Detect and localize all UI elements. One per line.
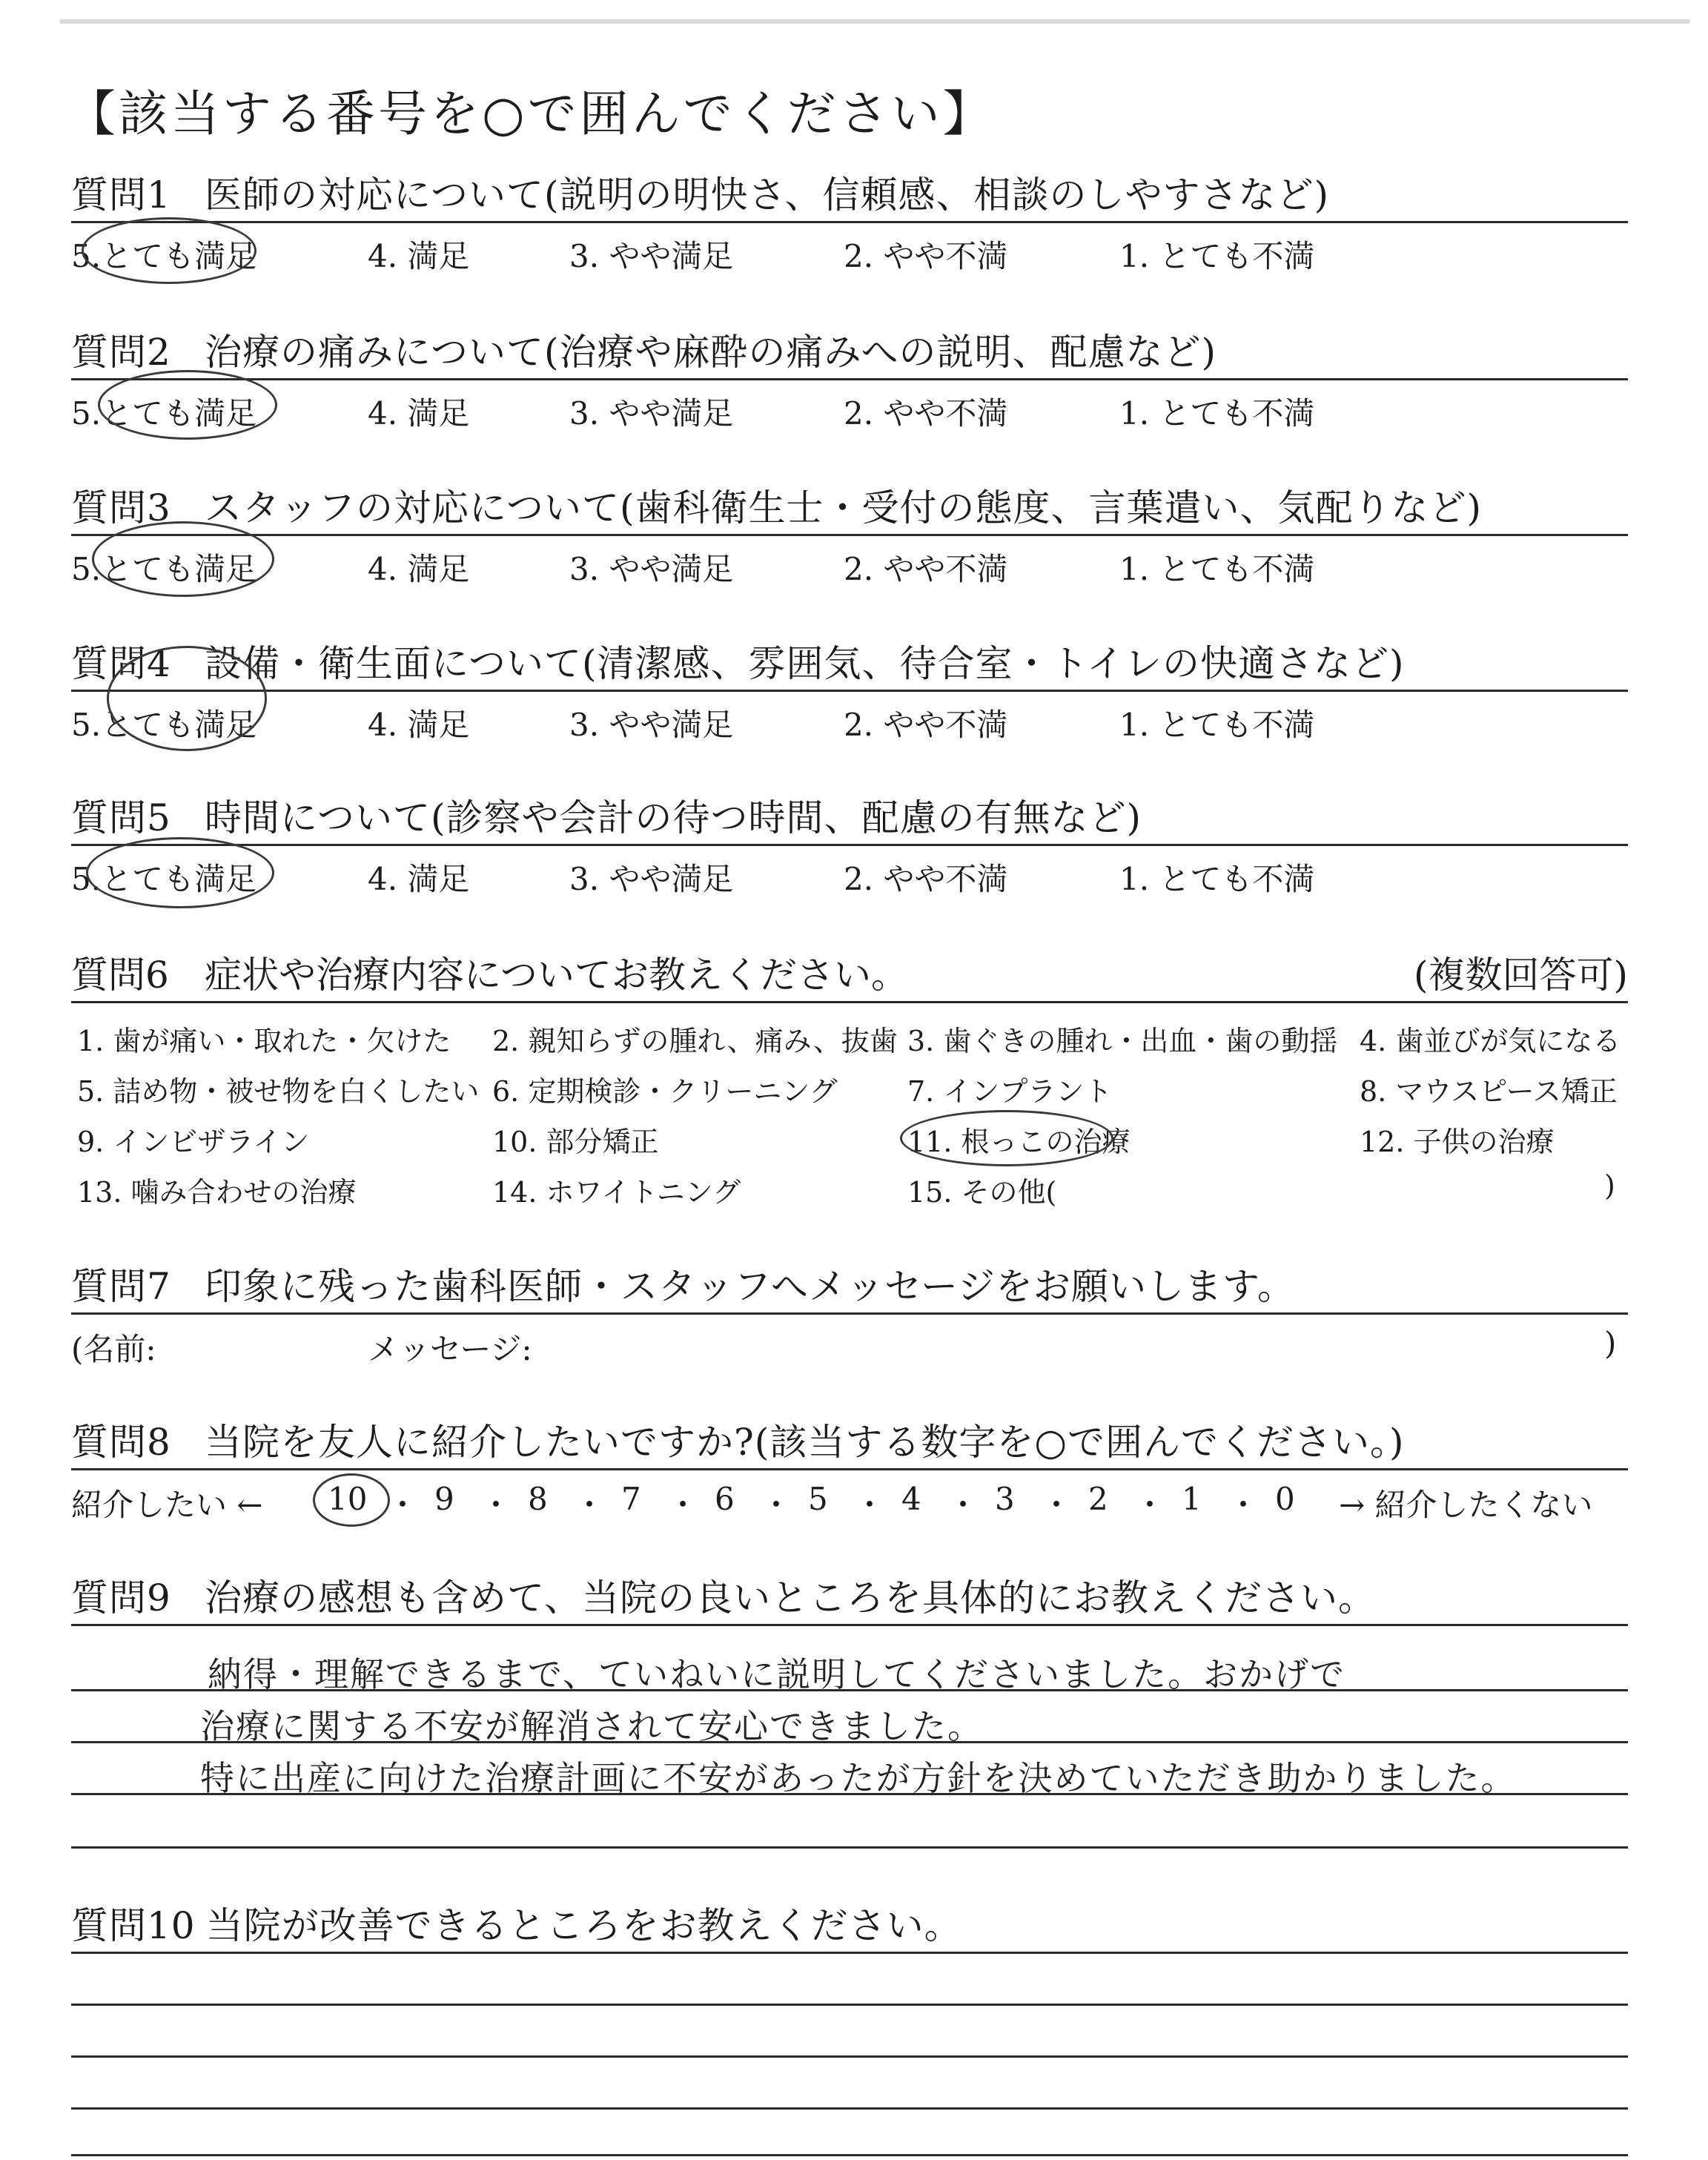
scale-option-4[interactable]: 4. 満足	[368, 238, 470, 274]
question-label: 質問6	[71, 954, 169, 997]
scale-option-3[interactable]: 3. やや満足	[569, 707, 734, 743]
handwritten-answer-line: 治療に関する不安が解消されて安心できました。	[200, 1706, 983, 1746]
question-rule	[71, 1624, 1628, 1626]
scale-option-3[interactable]: 3. やや満足	[569, 395, 734, 432]
scale-option-4[interactable]: 4. 満足	[368, 707, 470, 743]
scale-option-1[interactable]: 1. とても不満	[1119, 395, 1315, 432]
scale-option-3[interactable]: 3. やや満足	[569, 238, 734, 274]
form-header: 【該当する番号を○で囲んでください】	[67, 85, 995, 142]
question-text: 設備・衛生面について(清潔感、雰囲気、待合室・トイレの快適さなど)	[205, 642, 1405, 685]
rating-scale	[71, 223, 1628, 283]
selection-circle	[82, 217, 256, 284]
option-15-close: )	[1604, 1169, 1615, 1202]
scale-option-2[interactable]: 2. やや不満	[844, 551, 1008, 587]
scale-option-5[interactable]: 5.とても満足	[71, 395, 257, 432]
question-label: 質問4	[71, 642, 171, 685]
recommend-8[interactable]: 8	[528, 1481, 548, 1517]
message-line	[71, 1315, 1628, 1367]
question-1	[71, 169, 1628, 283]
question-4	[71, 638, 1628, 751]
separator: ・	[667, 1487, 699, 1523]
selection-circle	[107, 646, 267, 751]
scale-option-3[interactable]: 3. やや満足	[569, 861, 734, 897]
option-1[interactable]: 1. 歯が痛い・取れた・欠けた	[77, 1025, 451, 1057]
recommend-6[interactable]: 6	[715, 1481, 735, 1517]
scale-option-2[interactable]: 2. やや不満	[844, 707, 1008, 743]
recommend-2[interactable]: 2	[1088, 1481, 1108, 1517]
question-rule	[71, 1952, 1628, 1954]
recommend-left-label: 紹介したい ←	[71, 1487, 263, 1523]
answer-rule	[71, 2004, 1628, 2006]
handwritten-answer-line: 特に出産に向けた治療計画に不安があったが方針を決めていただき助かりました。	[200, 1758, 1517, 1798]
message-label: メッセージ:	[368, 1331, 532, 1367]
rating-scale	[71, 380, 1628, 440]
question-label: 質問1	[71, 174, 171, 217]
scale-option-2[interactable]: 2. やや不満	[844, 238, 1008, 274]
question-title	[71, 792, 1628, 844]
recommend-1[interactable]: 1	[1182, 1481, 1202, 1517]
question-text: 当院を友人に紹介したいですか?(該当する数字を○で囲んでください。)	[205, 1421, 1405, 1464]
question-8	[71, 1416, 1628, 1528]
question-2	[71, 326, 1628, 440]
scale-option-1[interactable]: 1. とても不満	[1119, 238, 1315, 274]
question-label: 質問8	[71, 1421, 171, 1464]
scale-option-4[interactable]: 4. 満足	[368, 861, 470, 897]
symptom-options	[71, 1003, 1628, 1226]
recommend-right-label: → 紹介したくない	[1339, 1487, 1593, 1523]
separator: ・	[947, 1487, 979, 1523]
question-label: 質問2	[71, 331, 171, 374]
multiple-answer-note: (複数回答可)	[1413, 954, 1628, 997]
question-label: 質問7	[71, 1265, 171, 1308]
scale-option-2[interactable]: 2. やや不満	[844, 395, 1008, 432]
option-12[interactable]: 12. 子供の治療	[1360, 1126, 1555, 1158]
question-label: 質問3	[71, 486, 171, 529]
scale-option-4[interactable]: 4. 満足	[368, 395, 470, 432]
question-7	[71, 1261, 1628, 1367]
question-text: 印象に残った歯科医師・スタッフへメッセージをお願いします。	[205, 1265, 1295, 1308]
question-text: スタッフの対応について(歯科衛生士・受付の態度、言葉遣い、気配りなど)	[205, 486, 1483, 529]
option-9[interactable]: 9. インビザライン	[77, 1126, 310, 1158]
question-title	[71, 1261, 1628, 1312]
question-6	[71, 949, 1628, 1226]
question-3	[71, 482, 1628, 595]
separator: ・	[1134, 1487, 1166, 1523]
option-13[interactable]: 13. 噛み合わせの治療	[77, 1176, 357, 1209]
separator: ・	[854, 1487, 886, 1523]
question-9	[71, 1572, 1628, 1626]
option-5[interactable]: 5. 詰め物・被せ物を白くしたい	[77, 1075, 480, 1108]
question-label: 質問5	[71, 796, 171, 839]
question-text: 時間について(診察や会計の待つ時間、配慮の有無など)	[205, 796, 1142, 839]
question-text: 症状や治療内容についてお教えください。	[205, 954, 908, 997]
recommend-3[interactable]: 3	[995, 1481, 1015, 1517]
question-title	[71, 1900, 1628, 1952]
question-10	[71, 1900, 1628, 1954]
option-11[interactable]: 11. 根っこの治療	[907, 1126, 1131, 1158]
question-label: 質問10	[71, 1904, 196, 1947]
question-title	[71, 169, 1628, 221]
scale-option-5[interactable]: 5.とても満足	[71, 707, 257, 743]
separator: ・	[1228, 1487, 1260, 1523]
recommend-4[interactable]: 4	[901, 1481, 921, 1517]
question-text: 医師の対応について(説明の明快さ、信頼感、相談のしやすさなど)	[205, 174, 1330, 217]
scale-option-1[interactable]: 1. とても不満	[1119, 707, 1315, 743]
separator: ・	[761, 1487, 792, 1523]
selection-circle	[313, 1473, 390, 1527]
option-4[interactable]: 4. 歯並びが気になる	[1360, 1025, 1621, 1057]
question-text: 治療の痛みについて(治療や麻酔の痛みへの説明、配慮など)	[205, 331, 1217, 374]
separator: ・	[480, 1487, 512, 1523]
question-title	[71, 482, 1628, 534]
scale-option-2[interactable]: 2. やや不満	[844, 861, 1008, 897]
scale-option-5[interactable]: 5.とても満足	[71, 861, 257, 897]
question-title	[71, 1572, 1628, 1624]
question-label: 質問9	[71, 1576, 171, 1619]
question-title	[71, 949, 1628, 1001]
scale-option-4[interactable]: 4. 満足	[368, 551, 470, 587]
rating-scale	[71, 846, 1628, 905]
recommend-5[interactable]: 5	[808, 1481, 828, 1517]
selection-circle	[900, 1110, 1113, 1166]
recommend-7[interactable]: 7	[621, 1481, 641, 1517]
rating-scale	[71, 536, 1628, 595]
handwritten-answer-line: 納得・理解できるまで、ていねいに説明してくださいました。おかげで	[208, 1654, 1346, 1694]
separator: ・	[574, 1487, 606, 1523]
question-5	[71, 792, 1628, 905]
answer-rule	[71, 2055, 1628, 2058]
answer-rule	[71, 2107, 1628, 2110]
rating-scale	[71, 692, 1628, 751]
question-title	[71, 326, 1628, 378]
scale-option-5[interactable]: 5.とても満足	[71, 551, 257, 587]
scale-option-3[interactable]: 3. やや満足	[569, 551, 734, 587]
separator: ・	[387, 1487, 419, 1523]
option-3[interactable]: 3. 歯ぐきの腫れ・出血・歯の動揺	[907, 1025, 1338, 1057]
option-14[interactable]: 14. ホワイトニング	[492, 1176, 741, 1209]
recommend-9[interactable]: 9	[434, 1481, 454, 1517]
scale-option-1[interactable]: 1. とても不満	[1119, 861, 1315, 897]
option-8[interactable]: 8. マウスピース矯正	[1360, 1075, 1618, 1108]
selection-circle	[86, 837, 274, 908]
recommend-10[interactable]: 10	[328, 1481, 368, 1517]
selection-circle	[98, 370, 277, 440]
recommend-scale	[71, 1470, 1628, 1528]
option-2[interactable]: 2. 親知らずの腫れ、痛み、抜歯	[492, 1025, 898, 1057]
option-6[interactable]: 6. 定期検診・クリーニング	[492, 1075, 838, 1108]
question-text: 当院が改善できるところをお教えください。	[205, 1904, 962, 1947]
option-10[interactable]: 10. 部分矯正	[492, 1126, 659, 1158]
scale-option-5[interactable]: 5.とても満足	[71, 238, 257, 274]
separator: ・	[1041, 1487, 1073, 1523]
scale-option-1[interactable]: 1. とても不満	[1119, 551, 1315, 587]
answer-rule	[71, 1846, 1628, 1849]
question-text: 治療の感想も含めて、当院の良いところを具体的にお教えください。	[205, 1576, 1376, 1619]
name-label: (名前:	[71, 1331, 156, 1367]
question-title	[71, 638, 1628, 690]
recommend-0[interactable]: 0	[1275, 1481, 1295, 1517]
answer-rule	[71, 2154, 1628, 2156]
option-15[interactable]: 15. その他(	[907, 1176, 1057, 1209]
selection-circle	[92, 521, 274, 597]
question-title	[71, 1416, 1628, 1468]
scan-edge	[59, 19, 1690, 24]
option-7[interactable]: 7. インプラント	[907, 1075, 1113, 1108]
close-paren: )	[1604, 1325, 1617, 1361]
